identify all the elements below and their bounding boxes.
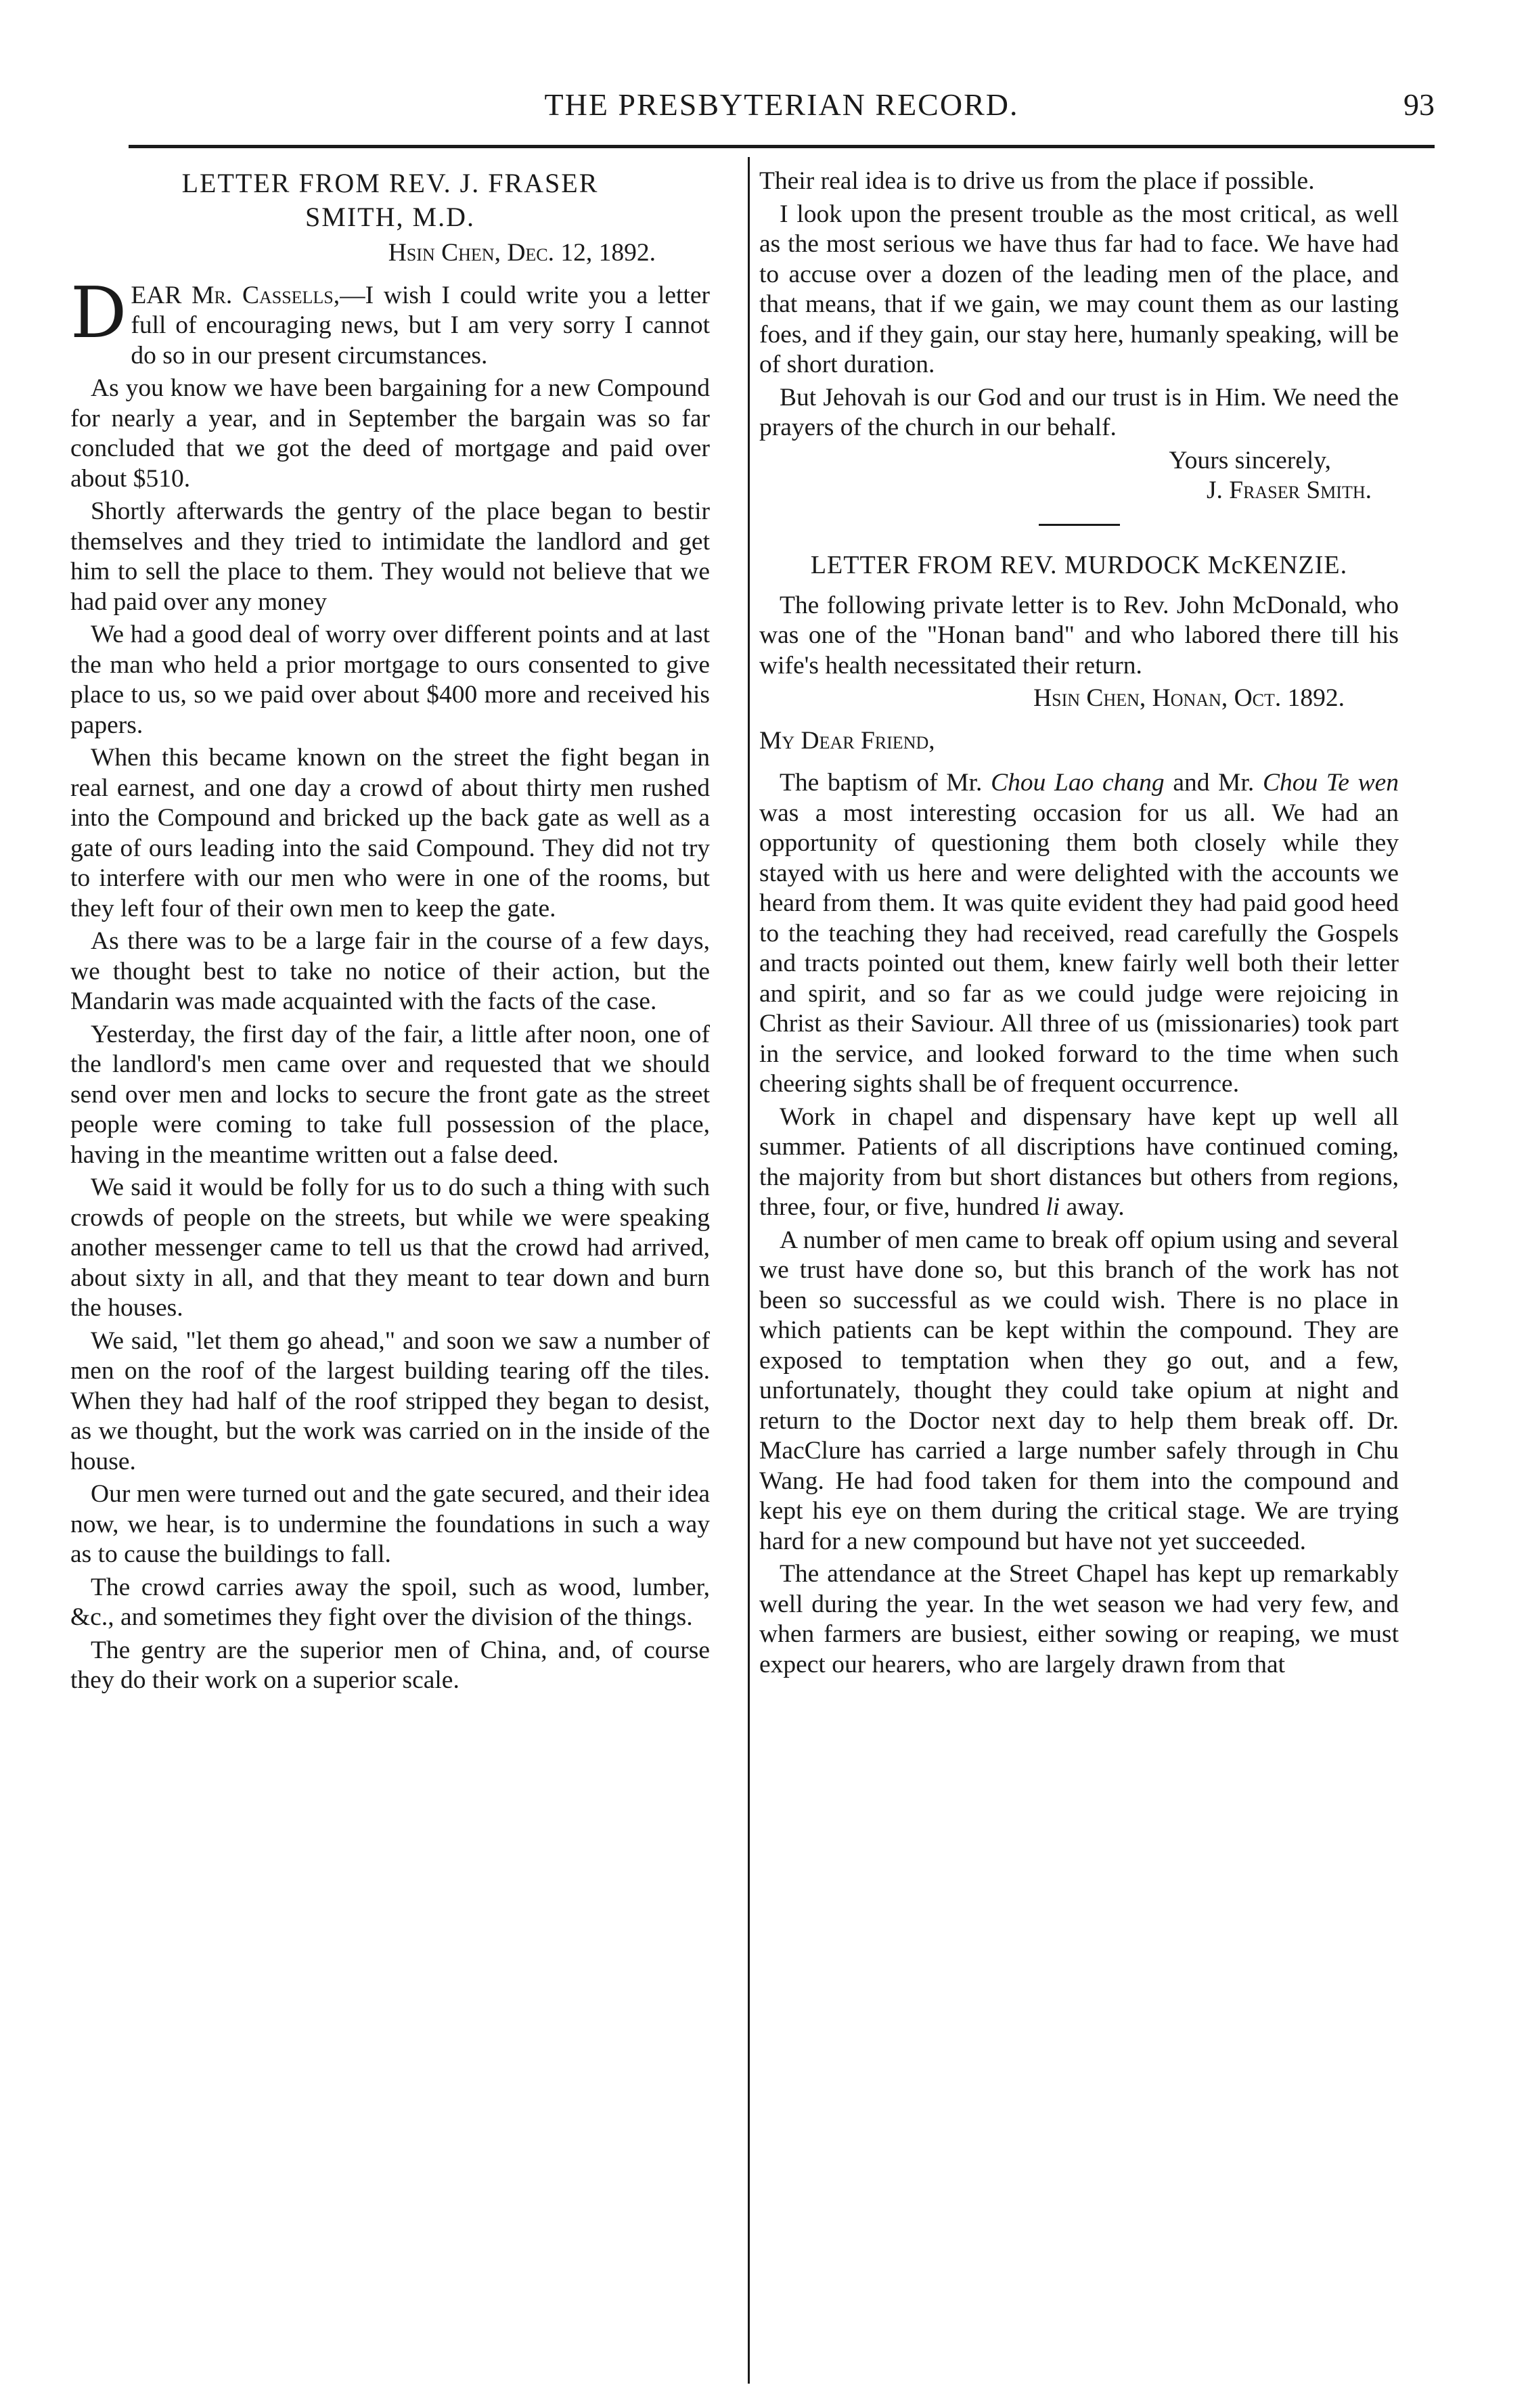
paragraph: We said it would be folly for us to do such a thing with such crowds of people on the streets, but while we were speaking another messenger came to tell us that the crowd had arrived, about sixty in all, and that they meant to tear down and burn the houses. <box>70 1174 710 1322</box>
letter-title-line1: LETTER FROM REV. J. FRASER <box>181 168 599 198</box>
paragraph: I look upon the present trouble as the most critical, as well as the most serious we have thus far had to face. We have had to accuse over a dozen of the leading men of the place, and that means, that if we gain, we may count them as our lasting foes, and if they gain, our stay here, humanly speaking, will be of short duration. <box>759 200 1399 378</box>
page-number: 93 <box>1403 87 1435 122</box>
salutation-smith: EAR Mr. Cassells, <box>131 281 340 309</box>
text-run: and Mr. <box>1164 769 1263 797</box>
paragraph: Shortly afterwards the gentry of the place began to bestir themselves and they tried to intimidate the landlord and get him to sell the place to them. They would not believe that we had paid over any money <box>70 497 710 616</box>
closing: Yours sincerely, <box>1169 446 1331 474</box>
letter-title-mckenzie: LETTER FROM REV. MURDOCK McKENZIE. <box>810 550 1348 579</box>
paragraph: We had a good deal of worry over different points and at last the man who held a prior mortgage to ours consented to give place to us, so we paid over about $400 more and received his papers. <box>70 621 710 739</box>
unit-italic: li <box>1046 1193 1060 1221</box>
paragraph: A number of men came to break off opium using and several we trust have done so, but this branch of the work has not been so successful as we could wish. There is no place in which patients can be kept within the compound. They are exposed to temptation when they go out, and a few, unfortunately, thought they could take opium at night and return to the Doctor next day to help them break off. Dr. MacClure has carried a large number safely through in Chu Wang. He had food taken for them into the compound and kept his eye on them during the critical stage. We are trying hard for a new compound but have not yet succeeded. <box>759 1226 1399 1555</box>
opening-paragraph <box>70 271 710 372</box>
paragraph: Their real idea is to drive us from the place if possible. <box>759 167 1315 195</box>
paragraph: The attendance at the Street Chapel has kept up remarkably well during the year. In the wet season we had very few, and when farmers are busiest, either sowing or reaping, we must expect our hearers, who are largely drawn from that <box>759 1560 1399 1678</box>
column-rule <box>748 157 750 2384</box>
paragraph: As you know we have been bargaining for a new Compound for nearly a year, and in September the bargain was so far concluded that we got the deed of mortgage and paid over about $510. <box>70 374 710 493</box>
dropcap-letter: D <box>70 271 127 354</box>
salutation-mckenzie: My Dear Friend, <box>759 726 935 755</box>
text-run: Work in chapel and dispensary have kept up well all summer. Patients of all discriptions have continued coming, the majority from but short distances but others from regions, three, four, or five, hundred <box>759 1102 1399 1221</box>
paragraph <box>759 1102 1399 1223</box>
name-italic: Chou Lao chang <box>991 769 1165 797</box>
page-header <box>129 87 1435 134</box>
name-italic: Chou Te wen <box>1262 769 1399 797</box>
paragraph: The crowd carries away the spoil, such as wood, lumber, &c., and sometimes they fight over the division of the things. <box>70 1573 710 1631</box>
running-head: THE PRESBYTERIAN RECORD. <box>544 87 1019 122</box>
letter-title-line2: SMITH, M.D. <box>305 202 475 232</box>
paragraph: As there was to be a large fair in the course of a few days, we thought best to take no notice of their action, but the Mandarin was made acquainted with the facts of the case. <box>70 927 710 1015</box>
opening-text: —I wish I could write you a letter full of encouraging news, but I am very sorry I cannot do so in our present circumstances. <box>131 281 710 370</box>
intro-paragraph: The following private letter is to Rev. John McDonald, who was one of the "Honan band" and who labored there till his wife's health necessitated their return. <box>759 591 1399 679</box>
dateline-mckenzie: Hsin Chen, Honan, Oct. 1892. <box>1033 684 1345 712</box>
text-run: The baptism of Mr. <box>780 769 991 797</box>
left-column <box>70 166 710 1699</box>
signature: J. Fraser Smith. <box>1206 476 1372 504</box>
letter-title-smith <box>70 166 710 234</box>
paragraph: Our men were turned out and the gate secured, and their idea now, we hear, is to undermine the foundations in such a way as to cause the buildings to fall. <box>70 1480 710 1568</box>
paragraph: But Jehovah is our God and our trust is in Him. We need the prayers of the church in our behalf. <box>759 383 1399 441</box>
paragraph: We said, "let them go ahead," and soon we saw a number of men on the roof of the largest building tearing off the tiles. When they had half of the roof stripped they began to desist, as we thought, but the work was carried on in the inside of the house. <box>70 1326 710 1475</box>
dateline-smith: Hsin Chen, Dec. 12, 1892. <box>388 239 656 267</box>
header-rule <box>129 145 1435 148</box>
text-run: was a most interesting occasion for us all. We had an opportunity of questioning them both closely while they stayed with us here and were delighted with the accounts we heard from them. It was quite evident they had paid good heed to the teaching they had received, read carefully the Gospels and tracts pointed out them, knew fairly well both their letter and spirit, and so far as we could judge were rejoicing in Christ as their Saviour. All three of us (missionaries) took part in the service, and looked forward to the time when such cheering sights shall be of frequent occurrence. <box>759 799 1399 1098</box>
paragraph: The gentry are the superior men of China, and, of course they do their work on a superior scale. <box>70 1636 710 1694</box>
paragraph: When this became known on the street the fight began in real earnest, and one day a crowd of about thirty men rushed into the Compound and bricked up the back gate as well as a gate of ours leading into the said Compound. They did not try to interfere with our men who were in one of the rooms, but they left four of their own men to keep the gate. <box>70 744 710 922</box>
text-run: away. <box>1060 1193 1125 1221</box>
section-divider <box>1039 524 1120 526</box>
paragraph <box>759 768 1399 1100</box>
paragraph: Yesterday, the first day of the fair, a little after noon, one of the landlord's men came over and requested that we should send over men and locks to secure the front gate as the street people were coming to take full possession of the place, having in the meantime written out a false deed. <box>70 1020 710 1169</box>
right-column <box>759 166 1399 1682</box>
